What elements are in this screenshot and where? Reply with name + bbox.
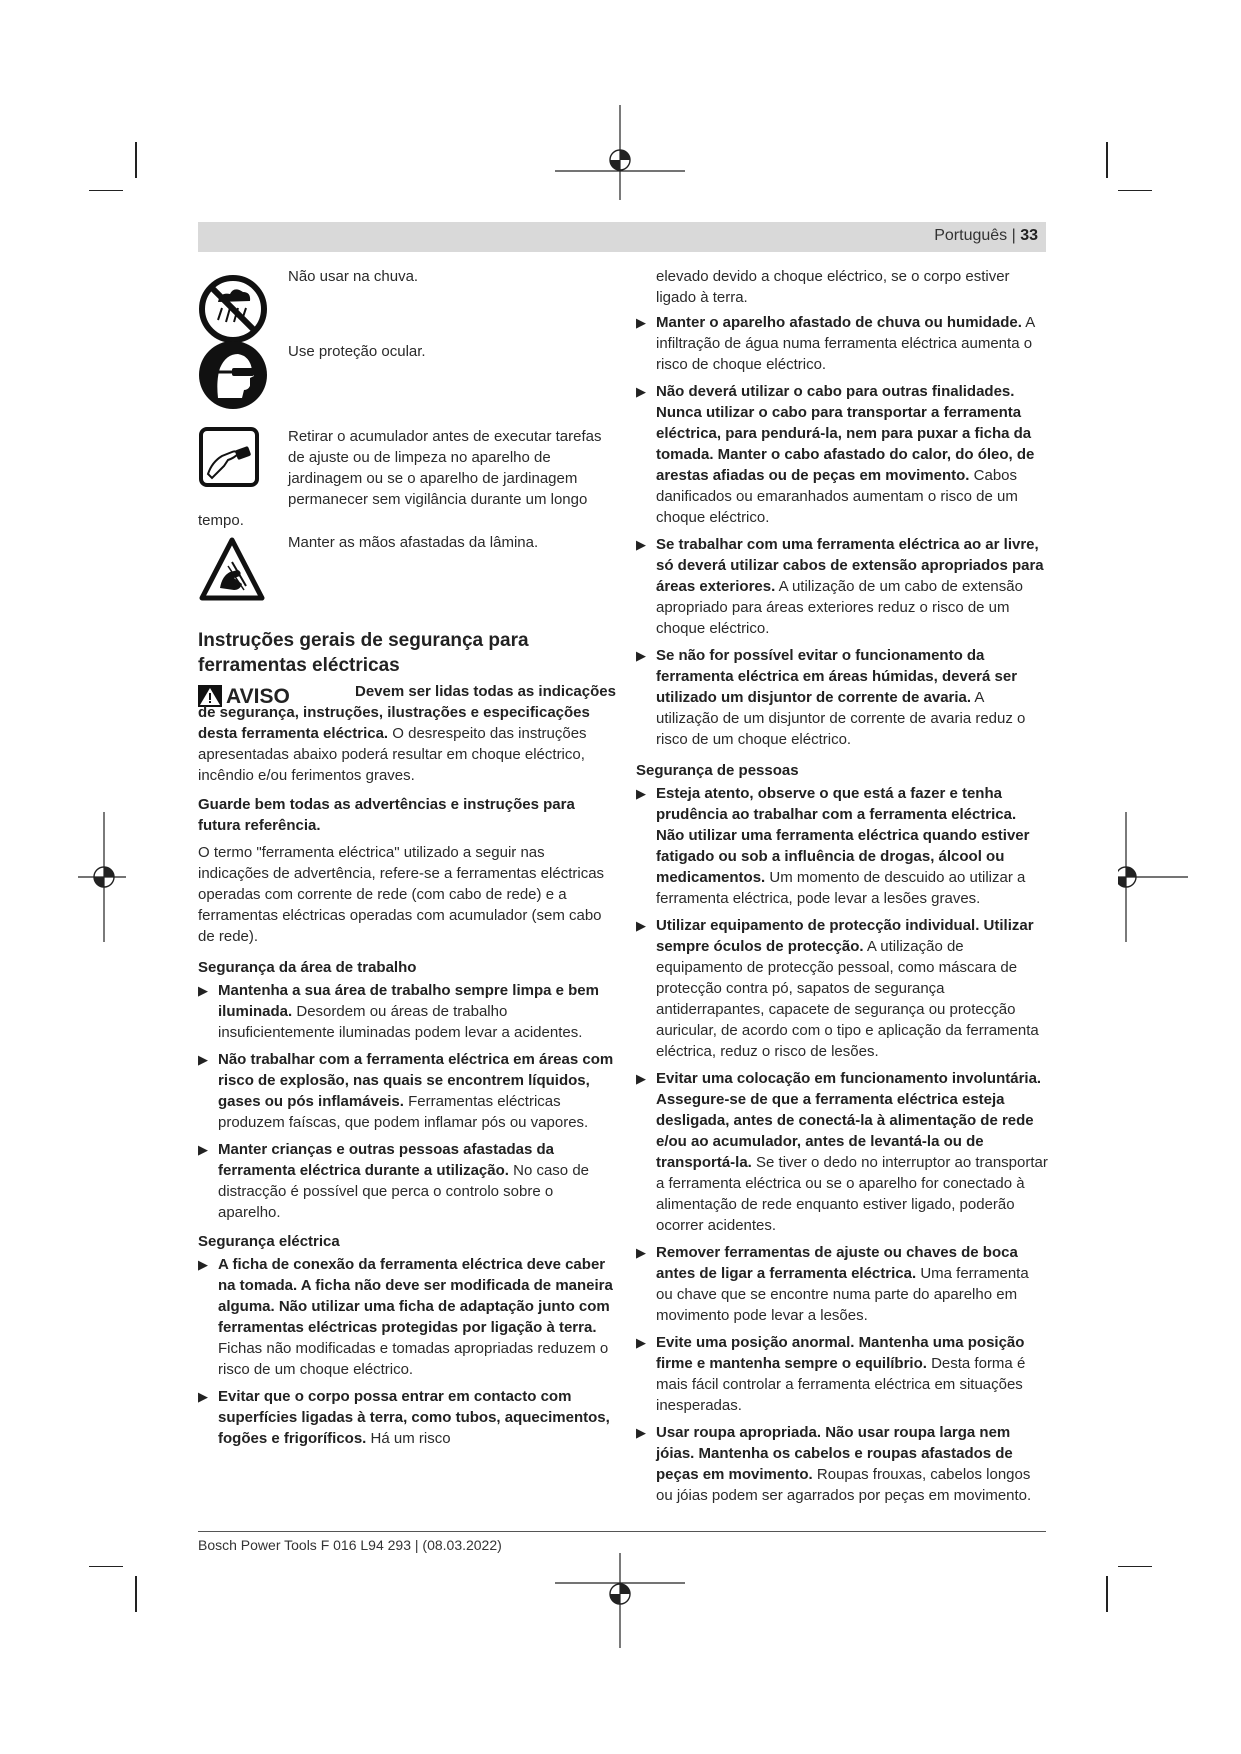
item-bold: Se trabalhar com uma ferramenta eléctrica ao ar livre, só deverá utilizar cabos de extensão apropriados para áreas exteriores.: [656, 536, 1044, 595]
list-item: [636, 381, 1048, 528]
item-bold: Mantenha a sua área de trabalho sempre limpa e bem iluminada.: [218, 982, 599, 1020]
bullet-arrow-icon: ▶: [198, 1257, 208, 1272]
list-item: [636, 645, 1048, 750]
item-text: Um momento de descuido ao utilizar a ferramenta eléctrica, pode levar a lesões graves.: [656, 869, 1026, 907]
warning-body: O desrespeito das instruções apresentadas abaixo poderá resultar em choque eléctrico, incêndio e/ou ferimentos graves.: [198, 725, 587, 784]
page-header: Português | 33: [934, 227, 1038, 244]
right-column: [636, 266, 1048, 1512]
list-item: [636, 1242, 1048, 1326]
crop-mark: [1118, 1566, 1152, 1567]
item-bold: Manter crianças e outras pessoas afastadas da ferramenta eléctrica durante a utilização.: [218, 1141, 554, 1179]
bullet-arrow-icon: ▶: [636, 315, 646, 330]
item-bold: Usar roupa apropriada. Não usar roupa larga nem jóias. Mantenha os cabelos e roupas afastados de peças em movimento.: [656, 1424, 1013, 1483]
item-bold: Não deverá utilizar o cabo para outras finalidades. Nunca utilizar o cabo para transportar a ferramenta eléctrica, para pendurá-la, nem para puxar a ficha da tomada. Manter o cabo afastado do calor, do óleo, de arestas afiadas ou de peças em movimento.: [656, 383, 1035, 484]
list-item: [636, 915, 1048, 1062]
item-text: Há um risco: [370, 1430, 451, 1447]
bullet-arrow-icon: ▶: [198, 1389, 208, 1404]
footer-divider: [198, 1531, 1046, 1532]
item-bold: Manter o aparelho afastado de chuva ou humidade.: [656, 314, 1022, 331]
warning-label: AVISO: [226, 684, 290, 708]
item-bold: Remover ferramentas de ajuste ou chaves de boca antes de ligar a ferramenta eléctrica.: [656, 1244, 1018, 1282]
eye-protection-icon: [198, 340, 268, 410]
subsection-title: Segurança de pessoas: [636, 762, 799, 779]
registration-mark-icon: [78, 812, 126, 942]
crop-mark: [1106, 142, 1108, 178]
registration-mark-icon: [1118, 812, 1188, 942]
item-text: Ferramentas eléctricas produzem faíscas, que podem inflamar pós ou vapores.: [218, 1093, 589, 1131]
item-text: Fichas não modificadas e tomadas apropriadas reduzem o risco de um choque eléctrico.: [218, 1340, 609, 1378]
symbol-row: [198, 532, 618, 622]
remove-battery-icon: [198, 426, 260, 488]
footer: Bosch Power Tools F 016 L94 293 | (08.03.2022): [198, 1537, 502, 1553]
list-item: [636, 312, 1048, 375]
symbol-row: [198, 340, 618, 426]
symbol-text: Não usar na chuva.: [288, 268, 419, 285]
symbol-text: Use proteção ocular.: [288, 343, 426, 360]
crop-mark: [135, 1576, 137, 1612]
bullet-arrow-icon: ▶: [636, 1425, 646, 1440]
item-text: Roupas frouxas, cabelos longos ou jóias podem ser agarrados por peças em movimento.: [656, 1466, 1032, 1504]
subsection-title: Segurança eléctrica: [198, 1233, 340, 1250]
no-rain-icon: [198, 274, 268, 344]
subsection-title: Segurança da área de trabalho: [198, 959, 417, 976]
continuation-text: elevado devido a choque eléctrico, se o corpo estiver ligado à terra.: [656, 268, 1010, 306]
item-text: A utilização de um cabo de extensão apropriado para áreas exteriores reduz o risco de um choque eléctrico.: [656, 578, 1023, 637]
bullet-arrow-icon: ▶: [198, 1052, 208, 1067]
item-bold: Não trabalhar com a ferramenta eléctrica em áreas com risco de explosão, nas quais se encontrem líquidos, gases ou pós inflamáveis.: [218, 1051, 614, 1110]
list-item: [198, 1139, 618, 1223]
crop-mark: [89, 190, 123, 191]
term-definition: O termo "ferramenta eléctrica" utilizado a seguir nas indicações de advertência, refere-se a ferramentas eléctricas operadas com corrente de rede (com cabo de rede) e a ferramentas eléctricas operadas com acumulador (sem cabo de rede).: [198, 844, 605, 945]
symbol-text: Manter as mãos afastadas da lâmina.: [288, 534, 539, 551]
bullet-arrow-icon: ▶: [636, 384, 646, 399]
symbol-row: [198, 266, 618, 340]
page-number: 33: [1020, 227, 1038, 244]
list-item: [198, 1254, 618, 1380]
item-bold: Evitar uma colocação em funcionamento involuntária. Assegure-se de que a ferramenta eléctrica esteja desligada, antes de conectá-la à alimentação de rede e/ou ao acumulador, antes de levantá-la ou de transportá-la.: [656, 1070, 1042, 1171]
warning-bold-lead: Devem ser lidas todas as indicações de segurança, instruções, ilustrações e especificações desta ferramenta eléctrica.: [198, 683, 616, 742]
registration-mark-icon: [555, 1553, 685, 1648]
item-bold: Utilizar equipamento de protecção individual. Utilizar sempre óculos de protecção.: [656, 917, 1034, 955]
bullet-arrow-icon: ▶: [198, 1142, 208, 1157]
list-item: [198, 980, 618, 1043]
bullet-arrow-icon: ▶: [198, 983, 208, 998]
item-text: Se tiver o dedo no interruptor ao transportar a ferramenta eléctrica ou se o aparelho for conectado à alimentação de rede enquanto estiver ligado, poderão ocorrer acidentes.: [656, 1154, 1048, 1234]
item-text: No caso de distracção é possível que perca o controlo sobre o aparelho.: [218, 1162, 590, 1221]
header-language: Português: [934, 227, 1008, 244]
bullet-arrow-icon: ▶: [636, 648, 646, 663]
item-bold: Evitar que o corpo possa entrar em contacto com superfícies ligadas à terra, como tubos, aquecimentos, fogões e frigoríficos.: [218, 1388, 610, 1447]
symbol-text: Retirar o acumulador antes de executar tarefas de ajuste ou de limpeza no aparelho de jardinagem ou se o aparelho de jardinagem permanecer sem vigilância durante um longo: [288, 428, 602, 508]
list-item: [636, 1332, 1048, 1416]
bullet-arrow-icon: ▶: [636, 918, 646, 933]
keep-instructions: Guarde bem todas as advertências e instruções para futura referência.: [198, 796, 575, 834]
list-item: [636, 1068, 1048, 1236]
crop-mark: [1106, 1576, 1108, 1612]
symbol-text-tail: tempo.: [198, 512, 244, 529]
item-bold: Se não for possível evitar o funcionamento da ferramenta eléctrica em áreas húmidas, deverá ser utilizado um disjuntor de corrente de avaria.: [656, 647, 1018, 706]
registration-mark-icon: [555, 105, 685, 200]
item-text: A infiltração de água numa ferramenta eléctrica aumenta o risco de choque eléctrico.: [656, 314, 1035, 373]
item-bold: Esteja atento, observe o que está a fazer e tenha prudência ao trabalhar com a ferramenta eléctrica. Não utilizar uma ferramenta eléctrica quando estiver fatigado ou sob a influência de drogas, álcool ou medicamentos.: [656, 785, 1030, 886]
item-text: A utilização de equipamento de protecção pessoal, como máscara de protecção contra pó, sapatos de segurança antiderrapantes, capacete de segurança ou protecção auricular, de acordo com o tipo e aplicação da ferramenta eléctrica, reduz o risco de lesões.: [656, 938, 1039, 1060]
item-text: Uma ferramenta ou chave que se encontre numa parte do aparelho em movimento pode levar a lesões.: [656, 1265, 1029, 1324]
list-item: [636, 534, 1048, 639]
bullet-arrow-icon: ▶: [636, 1335, 646, 1350]
list-item: [198, 1049, 618, 1133]
item-bold: A ficha de conexão da ferramenta eléctrica deve caber na tomada. A ficha não deve ser modificada de maneira alguma. Não utilizar uma ficha de adaptação junto com ferramentas eléctricas protegidas por ligação à terra.: [218, 1256, 613, 1336]
item-text: A utilização de um disjuntor de corrente de avaria reduz o risco de um choque eléctrico.: [656, 689, 1026, 748]
crop-mark: [89, 1566, 123, 1567]
bullet-arrow-icon: ▶: [636, 537, 646, 552]
item-text: Desta forma é mais fácil controlar a ferramenta eléctrica em situações inesperadas.: [656, 1355, 1026, 1414]
item-text: Desordem ou áreas de trabalho insuficientemente iluminadas podem levar a acidentes.: [218, 1003, 583, 1041]
bullet-arrow-icon: ▶: [636, 1071, 646, 1086]
crop-mark: [135, 142, 137, 178]
list-item: [636, 783, 1048, 909]
section-title: Instruções gerais de segurança para ferramentas eléctricas: [198, 630, 529, 676]
list-item: [636, 1422, 1048, 1506]
symbol-row: [198, 426, 618, 532]
bullet-arrow-icon: ▶: [636, 786, 646, 801]
item-text: Cabos danificados ou emaranhados aumentam o risco de um choque eléctrico.: [656, 467, 1018, 526]
keep-hands-away-icon: [198, 536, 266, 604]
list-item: [198, 1386, 618, 1449]
left-column: [198, 266, 618, 1455]
bullet-arrow-icon: ▶: [636, 1245, 646, 1260]
item-bold: Evite uma posição anormal. Mantenha uma posição firme e mantenha sempre o equilíbrio.: [656, 1334, 1025, 1372]
crop-mark: [1118, 190, 1152, 191]
header-bar: [198, 222, 1046, 252]
